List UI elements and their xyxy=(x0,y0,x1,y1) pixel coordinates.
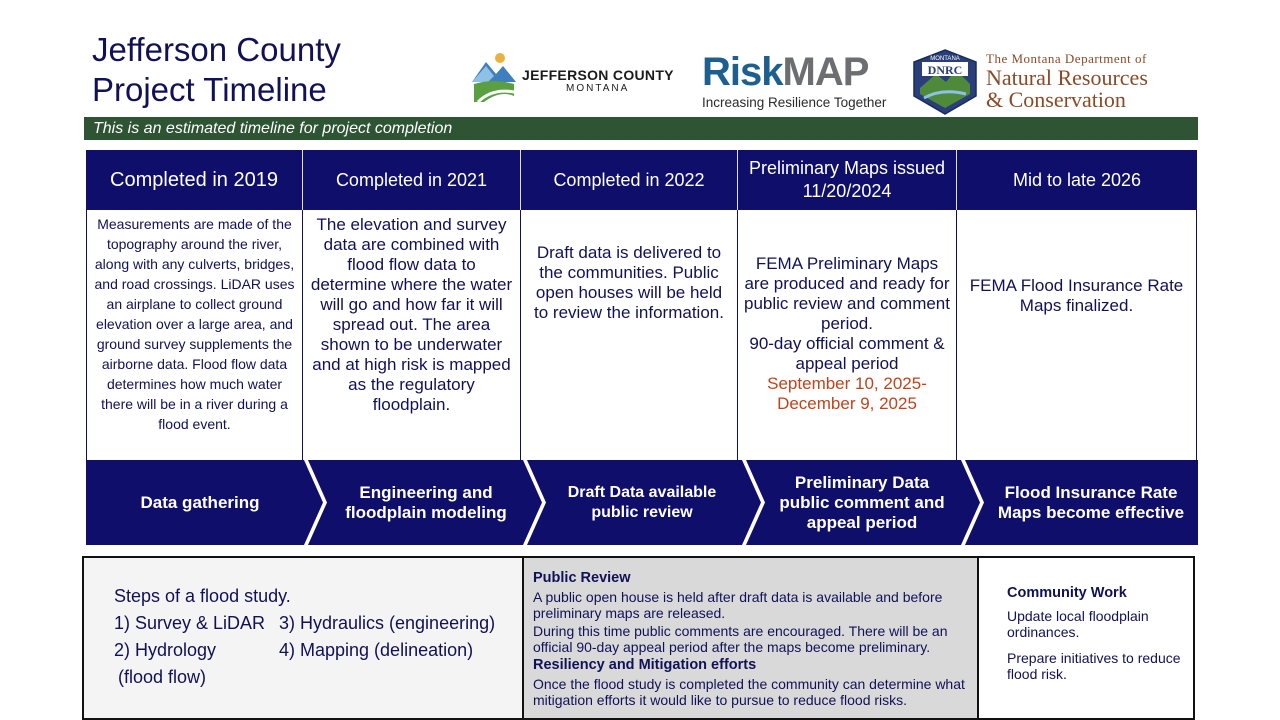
header-col-1: Completed in 2019 xyxy=(86,150,303,210)
phase-1-label: Data gathering xyxy=(140,492,260,512)
timeline-body-row xyxy=(86,210,1197,460)
comment-period-dates: September 10, 2025-December 9, 2025 xyxy=(767,374,927,413)
riskmap-map: MAP xyxy=(782,50,869,94)
page-title xyxy=(92,30,341,110)
body-col-3: Draft data is delivered to the communities. Public open houses will be held to review the information. xyxy=(521,210,738,460)
riskmap-risk: Risk xyxy=(702,50,783,94)
body-col-2: The elevation and survey data are combined with flood flow data to determine where the water will go and how far it will spread out. The area shown to be underwater and at high risk is mapped as the regulatory floodplain. xyxy=(303,210,521,460)
community-work-text-2: Prepare initiatives to reduce flood risk. xyxy=(1007,650,1181,682)
dnrc-line-1: The Montana Department of xyxy=(986,51,1147,66)
header-col-5: Mid to late 2026 xyxy=(957,150,1197,210)
jefferson-county-logo xyxy=(470,52,685,104)
header-col-4: Preliminary Maps issued 11/20/2024 xyxy=(738,150,957,210)
phase-2-label: Engineering and floodplain modeling xyxy=(345,482,507,522)
dnrc-badge-icon xyxy=(910,48,980,116)
step-4: 4) Mapping (delineation) xyxy=(279,640,474,660)
phase-arrows xyxy=(86,460,1198,545)
timeline-table xyxy=(86,150,1197,460)
title-line-2: Project Timeline xyxy=(92,71,327,108)
community-work-panel xyxy=(979,558,1193,718)
mountain-sun-icon xyxy=(470,52,518,104)
step-2: 2) Hydrology xyxy=(114,640,217,660)
body-col-1: Measurements are made of the topography around the river, along with any culverts, bridges, and road crossings. LiDAR uses an airplane to collect ground elevation over a large area, and ground survey supplements the airborne data. Flood flow data determines how much water there will be in a river during a flood event. xyxy=(87,210,303,460)
dnrc-badge-top: MONTANA xyxy=(930,56,960,62)
steps-title: Steps of a flood study. xyxy=(114,586,291,606)
header-col-3: Completed in 2022 xyxy=(521,150,738,210)
riskmap-logo xyxy=(702,50,902,114)
community-work-heading: Community Work xyxy=(1007,585,1127,601)
timeline-header-row xyxy=(86,150,1197,210)
body-col-4-text-2: 90-day official comment & appeal period xyxy=(749,334,945,373)
public-review-text-2: During this time public comments are encouraged. There will be an official 90-day appeal period after the maps become preliminary. xyxy=(533,623,948,655)
dnrc-line-2: Natural Resources xyxy=(986,65,1148,90)
step-3: 3) Hydraulics (engineering) xyxy=(279,613,496,633)
steps-panel xyxy=(84,558,524,718)
phase-5-label: Flood Insurance Rate Maps become effective xyxy=(997,482,1185,522)
jefferson-county-state: MONTANA xyxy=(566,83,630,94)
phase-4-label: Preliminary Data public comment and appeal period xyxy=(779,472,945,532)
header-col-2: Completed in 2021 xyxy=(303,150,521,210)
title-line-1: Jefferson County xyxy=(92,31,341,68)
dnrc-line-3: & Conservation xyxy=(986,87,1126,112)
resiliency-text: Once the flood study is completed the community can determine what mitigation efforts it would like to pursue to reduce flood risks. xyxy=(533,676,965,708)
step-1: 1) Survey & LiDAR xyxy=(114,613,266,633)
estimate-banner: This is an estimated timeline for project completion xyxy=(84,117,1198,140)
info-panel xyxy=(82,556,1195,720)
community-work-text-1: Update local floodplain ordinances. xyxy=(1007,608,1149,640)
dnrc-badge-text: DNRC xyxy=(927,63,963,77)
step-2-detail: (flood flow) xyxy=(118,667,207,687)
public-review-heading: Public Review xyxy=(533,570,631,586)
body-col-4-text: FEMA Preliminary Maps are produced and ready for public review and comment period. xyxy=(744,254,950,333)
body-col-5: FEMA Flood Insurance Rate Maps finalized. xyxy=(969,276,1184,315)
resiliency-heading: Resiliency and Mitigation efforts xyxy=(533,657,757,673)
dnrc-logo xyxy=(910,48,1200,116)
riskmap-tagline: Increasing Resilience Together xyxy=(702,95,887,110)
body-col-4 xyxy=(738,210,957,460)
public-review-text-1: A public open house is held after draft data is available and before preliminary maps are released. xyxy=(533,589,943,621)
phase-3-label: Draft Data available public review xyxy=(567,483,717,521)
jefferson-county-name: JEFFERSON COUNTY xyxy=(522,67,674,83)
public-review-panel xyxy=(524,558,979,718)
